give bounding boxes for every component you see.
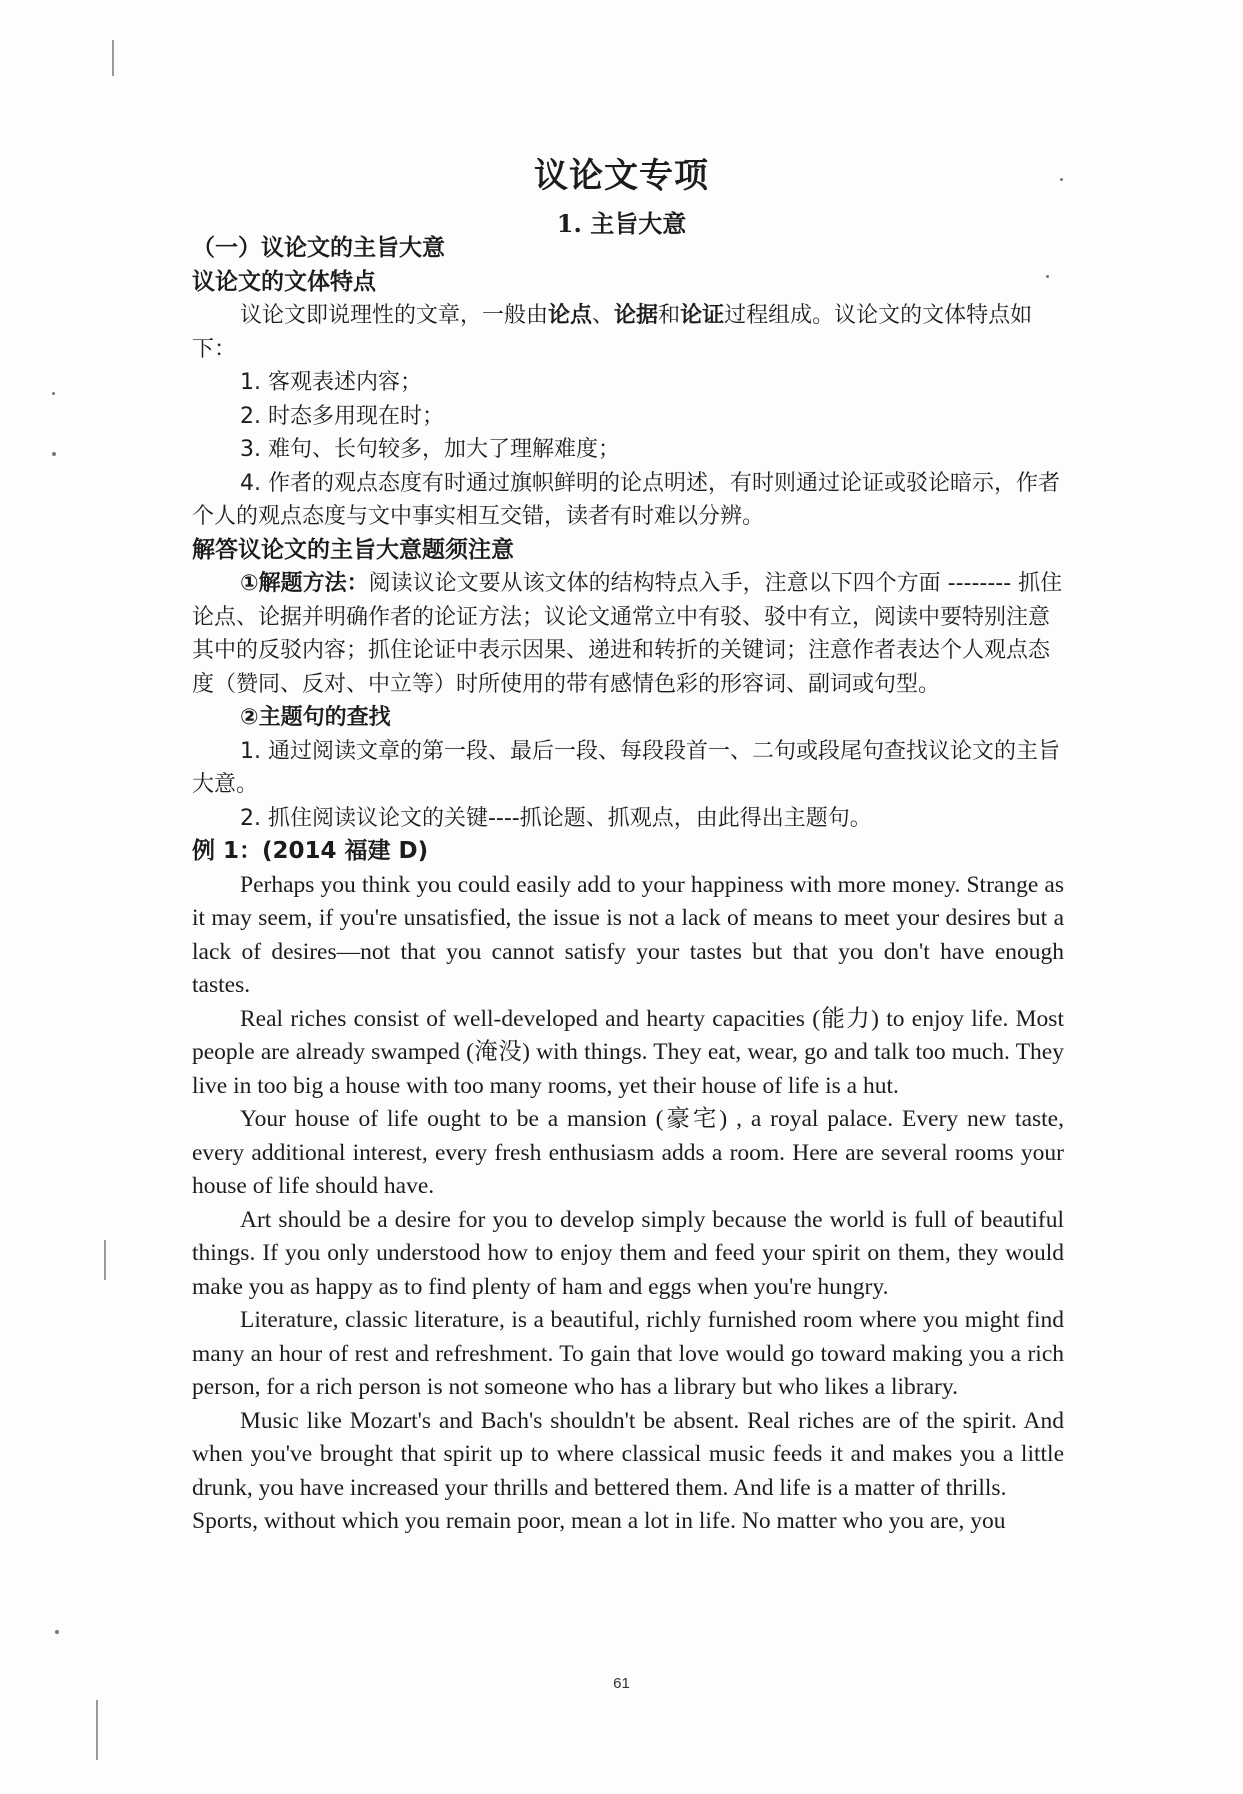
keyword: 论据 bbox=[614, 303, 659, 328]
intro-text: 议论文即说理性的文章，一般由 bbox=[240, 303, 549, 328]
answer-heading: 解答议论文的主旨大意题须注意 bbox=[192, 536, 514, 563]
intro-text: 过程组成。议论文的文体特点如下： bbox=[192, 303, 1033, 362]
keyword: 论证 bbox=[680, 303, 725, 328]
section-heading: （一）议论文的主旨大意 bbox=[192, 235, 445, 261]
page-subtitle: 1. 主旨大意 bbox=[556, 209, 687, 238]
scan-speck bbox=[52, 392, 55, 395]
topic-item: 2. 抓住阅读议论文的关键----抓论题、抓观点，由此得出主题句。 bbox=[240, 805, 872, 831]
passage-paragraph: Music like Mozart's and Bach's shouldn't be absent. Real riches are of the spirit. And when you've brought that spirit up to where classical music feeds it and makes you a little drunk, you have increased your thrills and bettered them. And life is a matter of thrills. bbox=[192, 1407, 1064, 1501]
passage-paragraph-continued: Sports, without which you remain poor, mean a lot in life. No matter who you are, you bbox=[192, 1508, 1006, 1534]
scan-speck bbox=[55, 1630, 59, 1634]
passage-paragraph: Your house of life ought to be a mansion (豪宅) , a royal palace. Every new taste, every additional interest, every fresh enthusiasm adds a room. Here are several rooms your house of life should have. bbox=[192, 1106, 1064, 1199]
topic-heading: ②主题句的查找 bbox=[240, 705, 391, 730]
binding-mark bbox=[104, 1240, 106, 1280]
passage-paragraph: Art should be a desire for you to develop simply because the world is full of beautiful things. If you only understood how to enjoy them and feed your spirit on them, they would make you as happy as to find plenty of ham and eggs when you're hungry. bbox=[192, 1206, 1064, 1300]
topic-item: 1. 通过阅读文章的第一段、最后一段、每段段首一、二句或段尾句查找议论文的主旨大意。 bbox=[192, 738, 1060, 797]
intro-paragraph bbox=[192, 299, 1064, 366]
feature-item: 4. 作者的观点态度有时通过旗帜鲜明的论点明述，有时则通过论证或驳论暗示，作者个人的观点态度与文中事实相互交错，读者有时难以分辨。 bbox=[192, 470, 1060, 529]
method-label: ①解题方法： bbox=[240, 571, 369, 596]
method-text: 阅读议论文要从该文体的结构特点入手，注意以下四个方面 -------- 抓住论点、论据并明确作者的论证方法；议论文通常立中有驳、驳中有立，阅读中要特别注意其中的反驳内容；抓住论证中表示因果、递进和转折的关键词；注意作者表达个人观点态度（赞同、反对、中立等）时所使用的带有感情色彩的形容词、副词或句型。 bbox=[192, 571, 1063, 697]
example-label: 例 1：(2014 福建 D) bbox=[192, 838, 429, 864]
binding-mark bbox=[96, 1700, 98, 1760]
page-title: 议论文专项 bbox=[534, 156, 709, 196]
feature-item: 1. 客观表述内容； bbox=[240, 370, 422, 395]
intro-text: 、 bbox=[592, 303, 615, 328]
method-paragraph bbox=[192, 567, 1064, 701]
feature-item: 2. 时态多用现在时； bbox=[240, 403, 444, 429]
intro-text: 和 bbox=[658, 303, 681, 328]
keyword: 论点 bbox=[548, 303, 593, 328]
passage-paragraph: Perhaps you think you could easily add to your happiness with more money. Strange as it may seem, if you're unsatisfied, the issue is not a lack of means to meet your desires but a lack of desires—not that you cannot satisfy your tastes but that you don't have enough tastes. bbox=[192, 871, 1064, 998]
scan-speck bbox=[52, 452, 56, 456]
features-heading: 议论文的文体特点 bbox=[192, 268, 376, 295]
binding-mark bbox=[112, 40, 114, 76]
passage-paragraph: Literature, classic literature, is a beautiful, richly furnished room where you might find many an hour of rest and refreshment. To gain that love would go toward making you a rich person, for a rich person is not someone who has a library but who likes a library. bbox=[192, 1307, 1064, 1400]
document-body bbox=[192, 232, 1064, 1539]
page-number: 61 bbox=[613, 1675, 630, 1692]
passage-paragraph: Real riches consist of well-developed and hearty capacities (能力) to enjoy life. Most people are already swamped (淹没) with things. They eat, wear, go and talk too much. They live in too big a house with too many rooms, yet their house of life is a hut. bbox=[192, 1005, 1064, 1099]
feature-item: 3. 难句、长句较多，加大了理解难度； bbox=[240, 437, 620, 462]
